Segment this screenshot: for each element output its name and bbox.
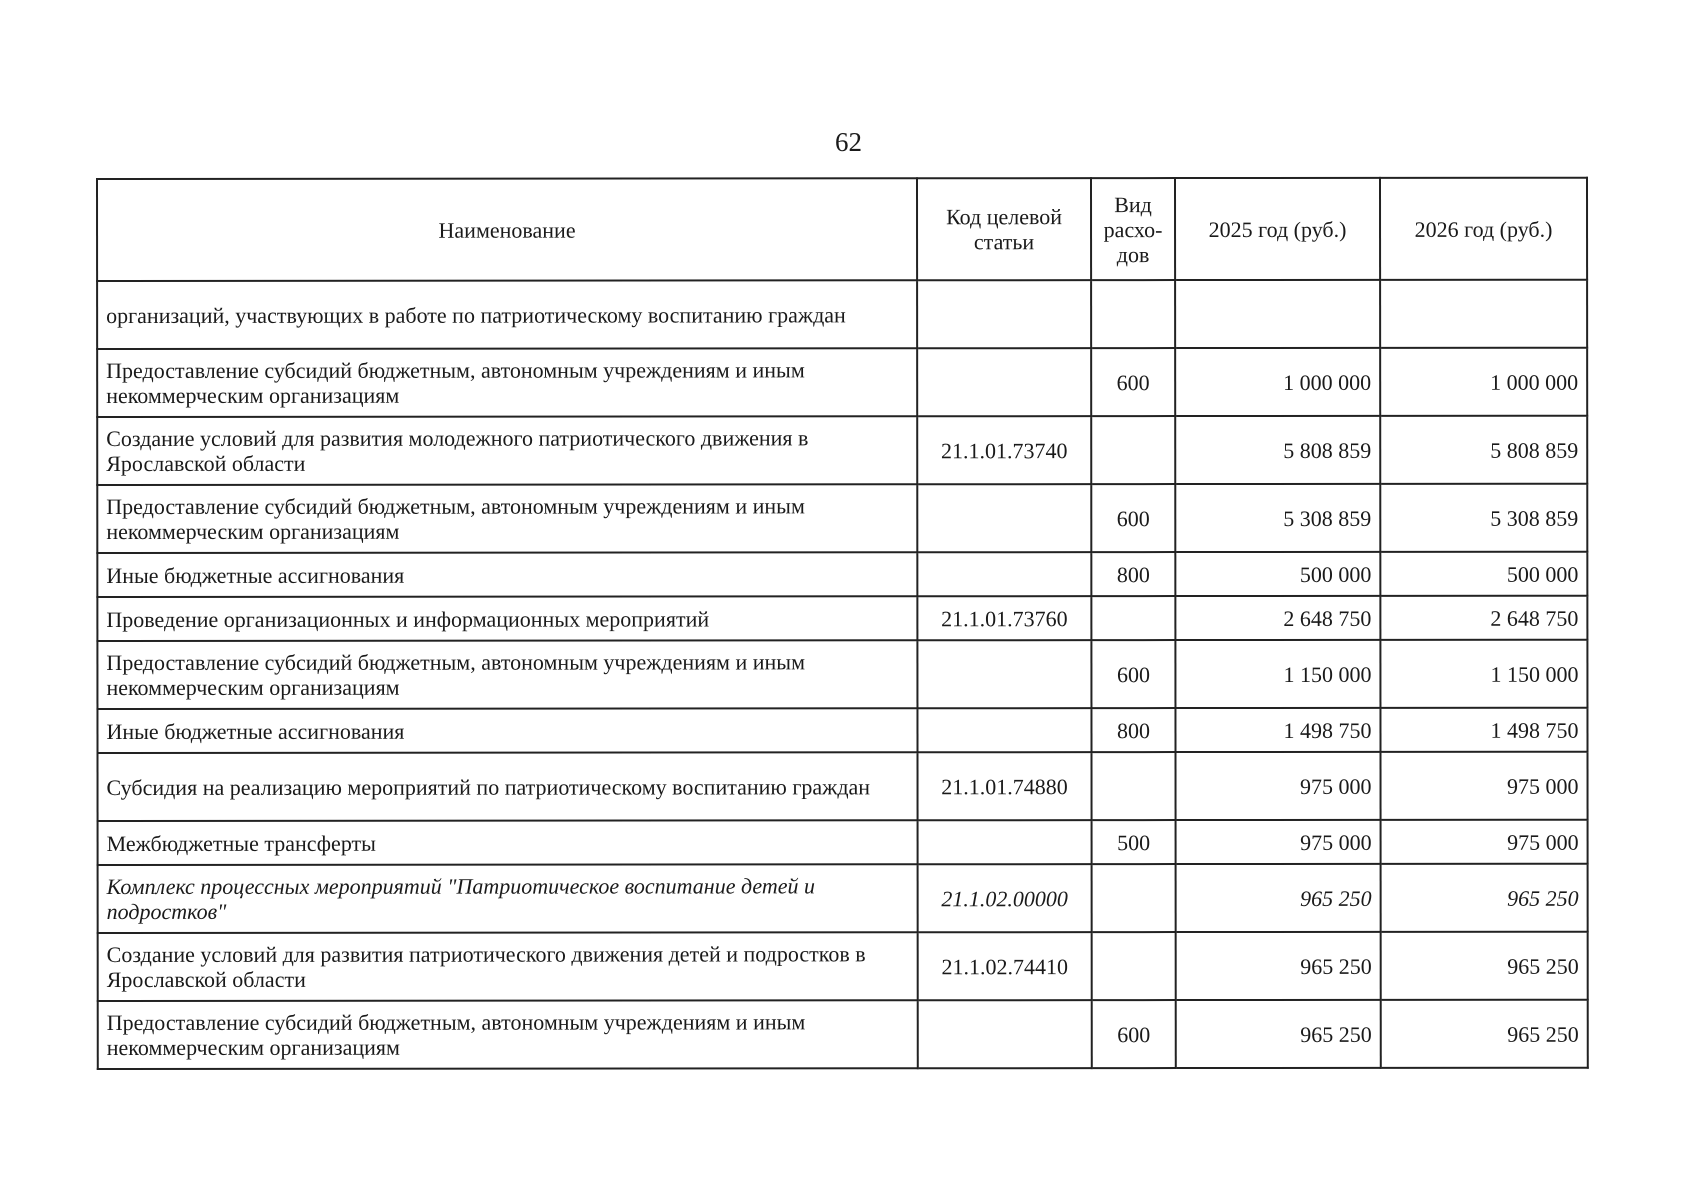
table-header-row	[97, 178, 1587, 281]
table-row	[98, 932, 1588, 1001]
row-code	[918, 820, 1092, 864]
row-expense-type	[1092, 752, 1176, 820]
row-amount-2025: 965 250	[1176, 932, 1381, 1000]
row-code	[917, 708, 1091, 752]
row-amount-2026: 975 000	[1381, 752, 1588, 820]
row-name: Предоставление субсидий бюджетным, автономным учреждениям и иным некоммерческим организациям	[97, 640, 917, 709]
header-name: Наименование	[97, 178, 917, 281]
row-name: Субсидия на реализацию мероприятий по патриотическому воспитанию граждан	[98, 752, 918, 821]
row-amount-2025: 965 250	[1176, 1000, 1381, 1068]
table-body	[97, 280, 1588, 1069]
row-code: 21.1.02.74410	[918, 932, 1092, 1000]
row-expense-type: 500	[1092, 820, 1176, 864]
row-code	[917, 348, 1091, 416]
row-amount-2025: 1 498 750	[1175, 708, 1380, 752]
row-name: Проведение организационных и информационных мероприятий	[97, 596, 917, 641]
row-expense-type: 600	[1092, 1000, 1176, 1068]
row-name: Иные бюджетные ассигнования	[97, 552, 917, 597]
table-row	[97, 596, 1587, 641]
header-code: Код целевой статьи	[917, 178, 1091, 280]
row-code	[918, 1000, 1092, 1068]
budget-table	[96, 177, 1589, 1070]
row-expense-type: 800	[1091, 552, 1175, 596]
row-code	[917, 484, 1091, 552]
row-amount-2026: 1 498 750	[1380, 708, 1587, 752]
row-name: организаций, участвующих в работе по патриотическому воспитанию граждан	[97, 280, 917, 349]
row-expense-type	[1091, 596, 1175, 640]
row-amount-2026: 1 150 000	[1380, 640, 1587, 708]
row-expense-type: 600	[1091, 484, 1175, 552]
row-amount-2025: 1 000 000	[1175, 348, 1380, 416]
row-expense-type	[1091, 416, 1175, 484]
row-amount-2026: 965 250	[1381, 1000, 1588, 1068]
row-code	[917, 552, 1091, 596]
row-amount-2026: 965 250	[1381, 932, 1588, 1000]
row-name: Создание условий для развития патриотического движения детей и подростков в Ярославской области	[98, 932, 918, 1001]
row-amount-2026: 1 000 000	[1380, 348, 1587, 416]
row-amount-2025: 965 250	[1176, 864, 1381, 932]
header-2026: 2026 год (руб.)	[1380, 178, 1587, 280]
row-amount-2026: 2 648 750	[1380, 596, 1587, 640]
row-name: Межбюджетные трансферты	[98, 820, 918, 865]
row-name: Предоставление субсидий бюджетным, автономным учреждениям и иным некоммерческим организациям	[97, 348, 917, 417]
row-name: Предоставление субсидий бюджетным, автономным учреждениям и иным некоммерческим организациям	[97, 484, 917, 553]
row-amount-2025: 5 808 859	[1175, 416, 1380, 484]
row-amount-2025: 5 308 859	[1175, 484, 1380, 552]
row-amount-2026: 5 308 859	[1380, 484, 1587, 552]
header-kind: Вид расхо-дов	[1091, 178, 1175, 280]
row-code: 21.1.01.73740	[917, 416, 1091, 484]
row-amount-2026: 975 000	[1381, 820, 1588, 864]
row-amount-2025: 2 648 750	[1175, 596, 1380, 640]
row-name: Создание условий для развития молодежного патриотического движения в Ярославской области	[97, 416, 917, 485]
table-row	[98, 820, 1588, 865]
table-row	[98, 864, 1588, 933]
table-row	[97, 640, 1587, 709]
row-code	[917, 280, 1091, 348]
row-amount-2025: 1 150 000	[1175, 640, 1380, 708]
row-amount-2025	[1175, 280, 1380, 348]
row-amount-2026	[1380, 280, 1587, 348]
row-amount-2025: 975 000	[1176, 820, 1381, 864]
page-number: 62	[835, 127, 862, 157]
table-row	[97, 552, 1587, 597]
row-expense-type: 600	[1091, 640, 1175, 708]
row-name: Комплекс процессных мероприятий "Патриотическое воспитание детей и подростков"	[98, 864, 918, 933]
row-amount-2026: 965 250	[1381, 864, 1588, 932]
header-2025: 2025 год (руб.)	[1175, 178, 1380, 280]
table-row	[97, 708, 1587, 753]
row-name: Иные бюджетные ассигнования	[97, 708, 917, 753]
row-expense-type: 800	[1091, 708, 1175, 752]
row-expense-type: 600	[1091, 348, 1175, 416]
table-row	[97, 280, 1587, 349]
row-code: 21.1.02.00000	[918, 864, 1092, 932]
row-expense-type	[1091, 280, 1175, 348]
table-row	[98, 1000, 1588, 1069]
row-expense-type	[1092, 864, 1176, 932]
table-row	[97, 484, 1587, 553]
row-code	[917, 640, 1091, 708]
row-amount-2026: 500 000	[1380, 552, 1587, 596]
row-amount-2026: 5 808 859	[1380, 416, 1587, 484]
row-amount-2025: 975 000	[1176, 752, 1381, 820]
row-name: Предоставление субсидий бюджетным, автономным учреждениям и иным некоммерческим организациям	[98, 1000, 918, 1069]
row-code: 21.1.01.73760	[917, 596, 1091, 640]
row-code: 21.1.01.74880	[918, 752, 1092, 820]
row-expense-type	[1092, 932, 1176, 1000]
row-amount-2025: 500 000	[1175, 552, 1380, 596]
table-row	[98, 752, 1588, 821]
table-row	[97, 348, 1587, 417]
table-row	[97, 416, 1587, 485]
